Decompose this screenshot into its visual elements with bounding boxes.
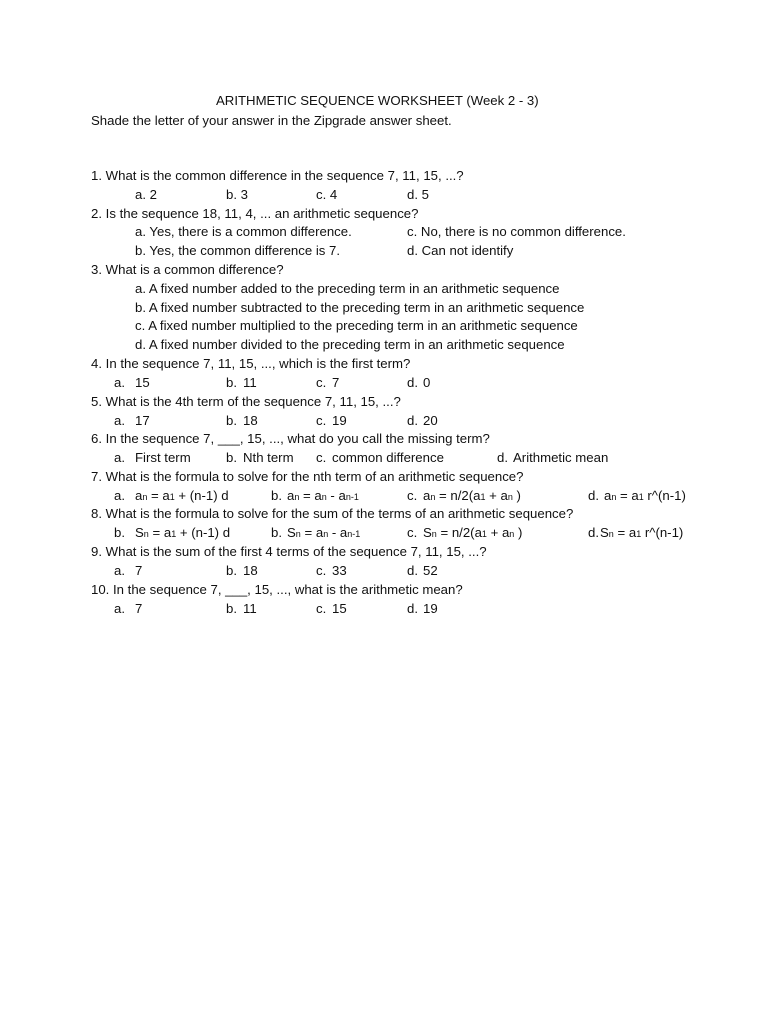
choice-d-letter: d.: [407, 601, 418, 616]
choice-d: 20: [423, 413, 438, 428]
question-text: 4. In the sequence 7, 11, 15, ..., which is the first term?: [91, 356, 411, 371]
choice-b: 18: [243, 563, 258, 578]
question-9-choices: [0, 561, 768, 580]
choice-c-formula: Sn = n/2(a1 + an ): [423, 525, 523, 540]
question-text: 3. What is a common difference?: [91, 262, 284, 277]
question-3: [0, 260, 768, 279]
instruction-row: [0, 111, 768, 130]
choice-b: b. A fixed number subtracted to the preceding term in an arithmetic sequence: [135, 300, 585, 315]
question-8-choices: [0, 523, 768, 542]
choice-b: b. 3: [226, 187, 248, 202]
question-text: 1. What is the common difference in the sequence 7, 11, 15, ...?: [91, 168, 464, 183]
question-text: 6. In the sequence 7, ___, 15, ..., what do you call the missing term?: [91, 431, 490, 446]
choice-d-letter: d.: [407, 375, 418, 390]
question-2: [0, 204, 768, 223]
question-3-choice-b: [0, 298, 768, 317]
choice-d-letter: d.: [588, 525, 599, 540]
choice-a-letter: a.: [114, 601, 125, 616]
choice-c: common difference: [332, 450, 444, 465]
choice-b-formula: Sn = an - an-1: [287, 525, 361, 540]
question-7-choices: [0, 486, 768, 505]
choice-d: 19: [423, 601, 438, 616]
question-4-choices: [0, 373, 768, 392]
choice-a: 7: [135, 601, 143, 616]
choice-c-letter: c.: [316, 450, 327, 465]
question-text: 2. Is the sequence 18, 11, 4, ... an arithmetic sequence?: [91, 206, 419, 221]
choice-a-formula: Sn = a1 + (n-1) d: [135, 525, 231, 540]
choice-d-letter: d.: [407, 563, 418, 578]
choice-a: 15: [135, 375, 150, 390]
question-4: [0, 354, 768, 373]
choice-a-letter: a.: [114, 413, 125, 428]
question-10: [0, 580, 768, 599]
choice-b: 11: [243, 375, 257, 390]
title-row: [0, 91, 768, 110]
choice-c-letter: c.: [316, 413, 327, 428]
question-5: [0, 392, 768, 411]
choice-b: 18: [243, 413, 258, 428]
question-3-choice-d: [0, 335, 768, 354]
choice-b-letter: b.: [271, 525, 282, 540]
choice-a-letter: a.: [114, 450, 125, 465]
choice-c: 15: [332, 601, 347, 616]
choice-c: c. A fixed number multiplied to the preceding term in an arithmetic sequence: [135, 318, 578, 333]
choice-d-letter: d.: [497, 450, 508, 465]
question-6: [0, 429, 768, 448]
choice-d-formula: Sn = a1 r^(n-1): [600, 525, 684, 540]
choice-a-letter: a.: [114, 375, 125, 390]
instruction-text: Shade the letter of your answer in the Zipgrade answer sheet.: [91, 113, 452, 128]
question-9: [0, 542, 768, 561]
choice-d: d. 5: [407, 187, 429, 202]
choice-d: 52: [423, 563, 438, 578]
choice-b: b. Yes, the common difference is 7.: [135, 243, 341, 258]
question-10-choices: [0, 599, 768, 618]
choice-a: 7: [135, 563, 143, 578]
choice-b: Nth term: [243, 450, 294, 465]
question-5-choices: [0, 411, 768, 430]
choice-b-letter: b.: [226, 563, 237, 578]
choice-a: a. Yes, there is a common difference.: [135, 224, 352, 239]
choice-c: c. No, there is no common difference.: [407, 224, 626, 239]
question-1-choices: [0, 185, 768, 204]
question-text: 10. In the sequence 7, ___, 15, ..., what is the arithmetic mean?: [91, 582, 463, 597]
choice-b-letter: b.: [226, 601, 237, 616]
choice-a-letter: a.: [114, 488, 125, 503]
choice-d-letter: d.: [588, 488, 599, 503]
choice-a-letter: b.: [114, 525, 125, 540]
choice-b-letter: b.: [226, 450, 237, 465]
choice-d: Arithmetic mean: [513, 450, 609, 465]
question-text: 5. What is the 4th term of the sequence 7, 11, 15, ...?: [91, 394, 401, 409]
choice-d: d. A fixed number divided to the preceding term in an arithmetic sequence: [135, 337, 565, 352]
choice-c: 19: [332, 413, 347, 428]
choice-c-letter: c.: [316, 375, 327, 390]
question-8: [0, 504, 768, 523]
choice-c-formula: an = n/2(a1 + an ): [423, 488, 521, 503]
question-1: [0, 166, 768, 185]
question-2-choices-row2: [0, 241, 768, 260]
question-text: 7. What is the formula to solve for the nth term of an arithmetic sequence?: [91, 469, 524, 484]
question-2-choices-row1: [0, 222, 768, 241]
question-3-choice-c: [0, 316, 768, 335]
choice-a-formula: an = a1 + (n-1) d: [135, 488, 229, 503]
choice-d: d. Can not identify: [407, 243, 514, 258]
choice-a: 17: [135, 413, 150, 428]
choice-d: 0: [423, 375, 431, 390]
choice-c-letter: c.: [316, 563, 327, 578]
choice-c-letter: c.: [316, 601, 327, 616]
choice-c: c. 4: [316, 187, 338, 202]
choice-a: First term: [135, 450, 191, 465]
choice-a: a. 2: [135, 187, 157, 202]
choice-b: 11: [243, 601, 257, 616]
choice-b-formula: an = an - an-1: [287, 488, 359, 503]
choice-d-letter: d.: [407, 413, 418, 428]
question-6-choices: [0, 448, 768, 467]
choice-a: a. A fixed number added to the preceding term in an arithmetic sequence: [135, 281, 560, 296]
choice-b-letter: b.: [271, 488, 282, 503]
choice-c: 7: [332, 375, 340, 390]
question-7: [0, 467, 768, 486]
choice-b-letter: b.: [226, 413, 237, 428]
choice-c: 33: [332, 563, 347, 578]
choice-c-letter: c.: [407, 488, 418, 503]
choice-d-formula: an = a1 r^(n-1): [604, 488, 686, 503]
choice-a-letter: a.: [114, 563, 125, 578]
question-3-choice-a: [0, 279, 768, 298]
page-title: ARITHMETIC SEQUENCE WORKSHEET (Week 2 - 3): [216, 93, 539, 108]
choice-c-letter: c.: [407, 525, 418, 540]
question-text: 9. What is the sum of the first 4 terms of the sequence 7, 11, 15, ...?: [91, 544, 487, 559]
question-text: 8. What is the formula to solve for the sum of the terms of an arithmetic sequence?: [91, 506, 574, 521]
choice-b-letter: b.: [226, 375, 237, 390]
